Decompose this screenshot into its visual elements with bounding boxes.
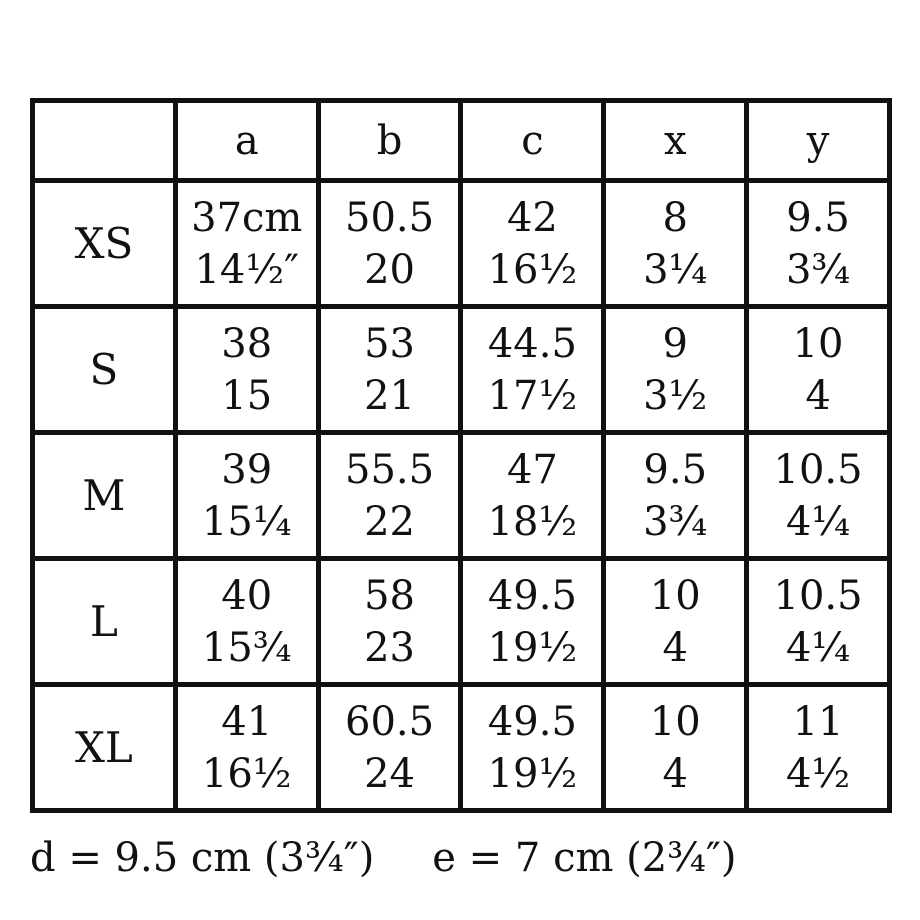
table-row-xs [33,181,890,307]
cell-y [747,559,890,685]
metric-value: 38 [221,320,273,367]
size-chart-table [30,98,892,813]
metric-value: 41 [221,698,273,745]
table-row-l [33,559,890,685]
cell-c [461,559,604,685]
cell-x [604,181,747,307]
row-label-size: M [33,433,176,559]
row-label-size: XL [33,685,176,811]
imperial-value: 22 [364,498,416,545]
imperial-value: 24 [364,750,416,797]
column-header-y: y [747,101,890,181]
metric-value: 9 [662,320,688,367]
cell-a [175,433,318,559]
metric-value: 39 [221,446,273,493]
cell-a [175,559,318,685]
imperial-value: 3¾ [643,498,708,545]
imperial-value: 15¼ [201,498,292,545]
imperial-value: 21 [364,372,416,419]
column-header-b: b [318,101,461,181]
metric-value: 47 [506,446,558,493]
cell-x [604,307,747,433]
note-e-measurement: e = 7 cm (2¾″) [432,835,737,881]
metric-value: 10.5 [773,572,863,619]
imperial-value: 15¾ [201,624,292,671]
column-header-c: c [461,101,604,181]
cell-x [604,685,747,811]
imperial-value: 23 [364,624,416,671]
column-header-a: a [175,101,318,181]
cell-y [747,307,890,433]
cell-a [175,181,318,307]
cell-c [461,307,604,433]
metric-value: 9.5 [643,446,708,493]
imperial-value: 15 [221,372,273,419]
row-label-size: L [33,559,176,685]
metric-value: 11 [792,698,844,745]
row-label-size: S [33,307,176,433]
table-row-m [33,433,890,559]
imperial-value: 3½ [643,372,708,419]
metric-value: 53 [364,320,416,367]
metric-value: 8 [662,194,688,241]
cell-b [318,685,461,811]
cell-b [318,181,461,307]
table-row-xl [33,685,890,811]
row-label-size: XS [33,181,176,307]
imperial-value: 4 [662,624,688,671]
corner-cell [33,101,176,181]
imperial-value: 4½ [785,750,851,797]
imperial-value: 16½ [487,246,578,293]
metric-value: 50.5 [345,194,435,241]
imperial-value: 4¼ [785,498,851,545]
column-header-x: x [604,101,747,181]
imperial-value: 4 [805,372,831,419]
cell-a [175,685,318,811]
cell-c [461,433,604,559]
metric-value: 10 [649,572,701,619]
cell-b [318,433,461,559]
metric-value: 10.5 [773,446,863,493]
metric-value: 9.5 [786,194,850,241]
imperial-value: 3¾ [785,246,851,293]
imperial-value: 19½ [487,624,578,671]
cell-x [604,433,747,559]
cell-y [747,685,890,811]
imperial-value: 20 [364,246,416,293]
table-row-s [33,307,890,433]
metric-value: 40 [221,572,273,619]
metric-value: 49.5 [487,698,577,745]
cell-c [461,181,604,307]
metric-value: 55.5 [345,446,435,493]
imperial-value: 16½ [201,750,292,797]
footer-measurement-notes [30,832,737,884]
cell-b [318,559,461,685]
note-d-measurement: d = 9.5 cm (3¾″) [30,835,375,881]
metric-value: 10 [649,698,701,745]
metric-value: 49.5 [487,572,577,619]
cell-y [747,181,890,307]
cell-b [318,307,461,433]
metric-value: 10 [792,320,844,367]
metric-value: 37cm [191,194,303,241]
imperial-value: 14½″ [194,246,300,293]
imperial-value: 4¼ [785,624,851,671]
metric-value: 60.5 [345,698,435,745]
imperial-value: 18½ [487,498,578,545]
cell-y [747,433,890,559]
table-header-row [33,101,890,181]
imperial-value: 17½ [487,372,578,419]
cell-x [604,559,747,685]
metric-value: 58 [364,572,416,619]
cell-c [461,685,604,811]
imperial-value: 19½ [487,750,578,797]
metric-value: 42 [506,194,558,241]
metric-value: 44.5 [487,320,577,367]
cell-a [175,307,318,433]
imperial-value: 3¼ [643,246,708,293]
imperial-value: 4 [662,750,688,797]
